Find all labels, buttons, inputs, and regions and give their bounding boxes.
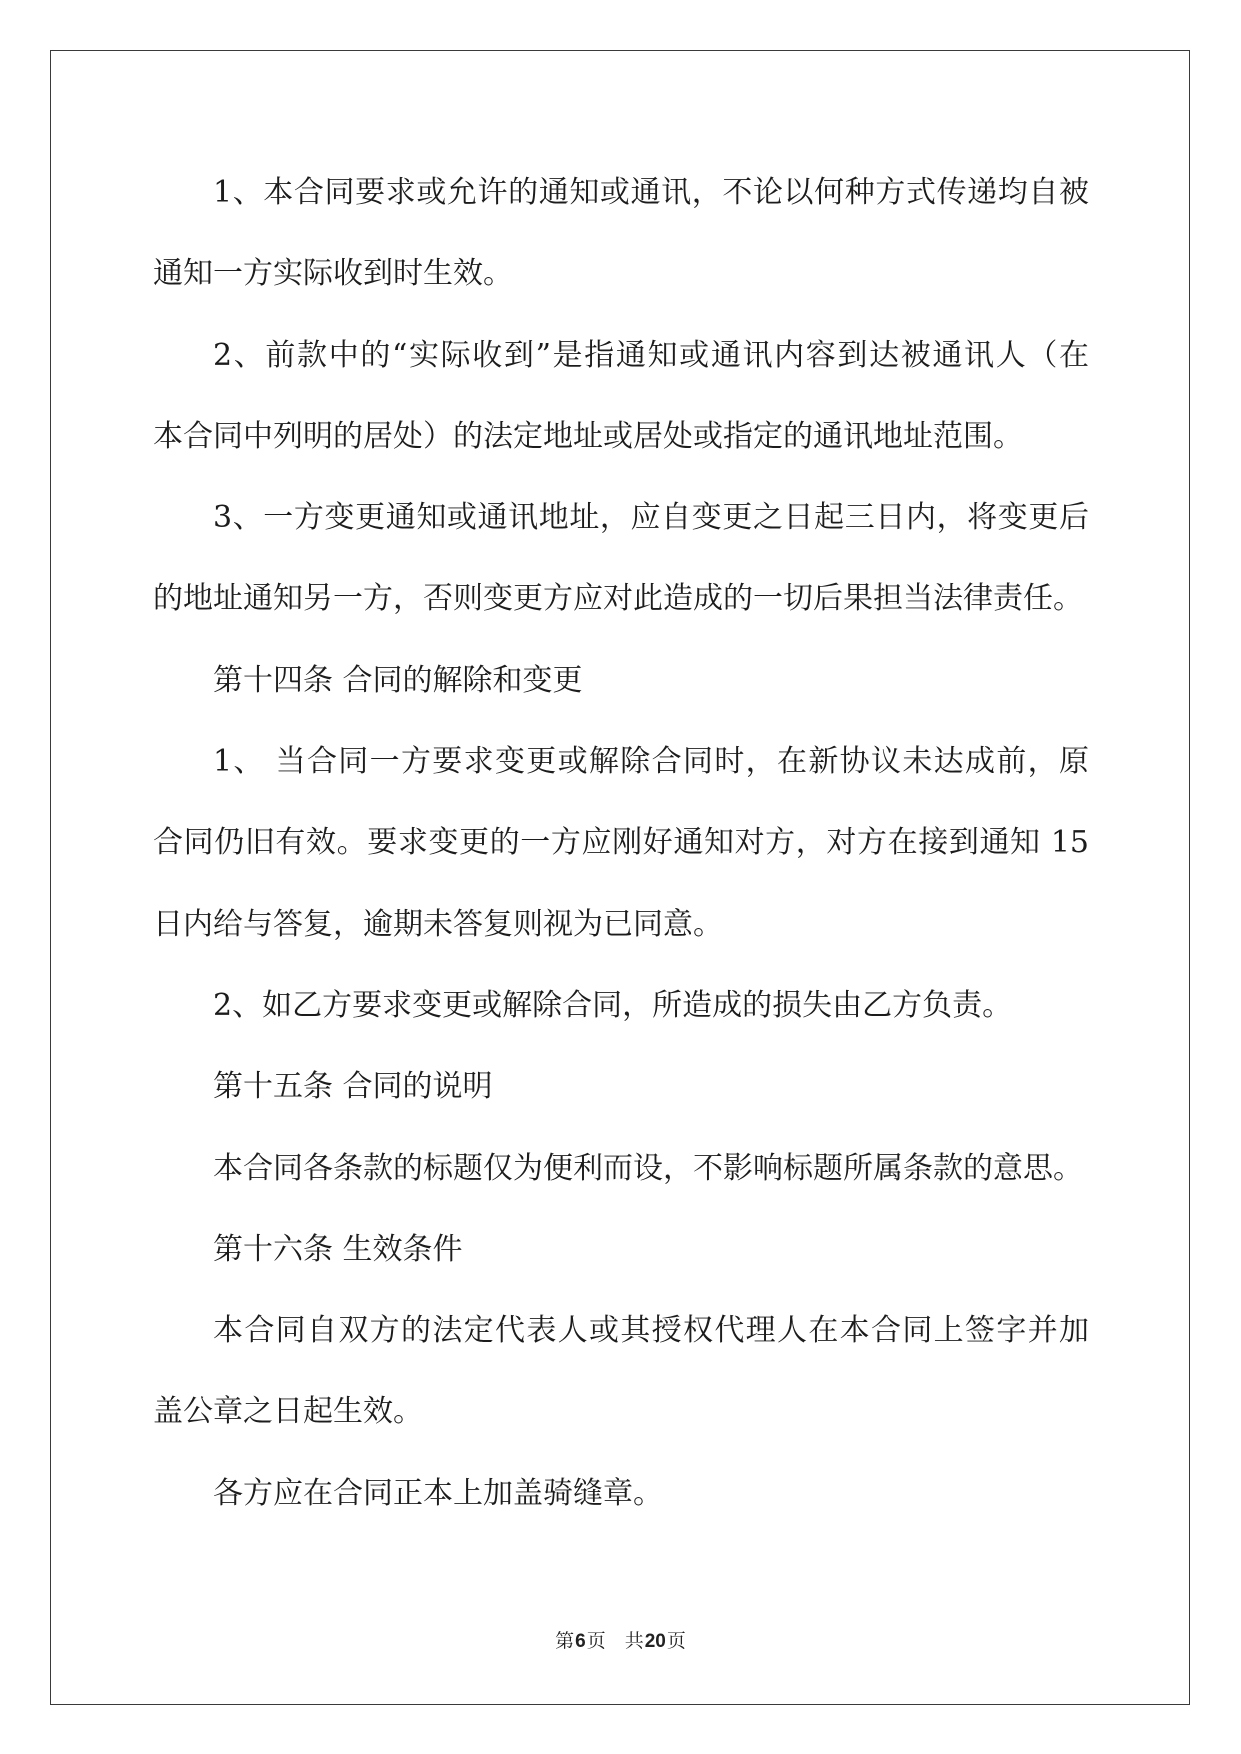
clause-effective-condition bbox=[153, 1290, 1089, 1453]
footer-prefix: 第 bbox=[555, 1630, 575, 1652]
paragraph-line: 1、本合同要求或允许的通知或通讯，不论以何种方式传递均自被 bbox=[213, 175, 1089, 210]
clause-address-change bbox=[153, 477, 1089, 640]
paragraph-line: 日内给与答复，逾期未答复则视为已同意。 bbox=[153, 906, 723, 942]
paragraph-line: 合同仍旧有效。要求变更的一方应刚好通知对方，对方在接到通知 15 bbox=[153, 825, 1089, 861]
clause-party-b-liability bbox=[153, 965, 1089, 1046]
clause-headings-note bbox=[153, 1128, 1089, 1209]
paragraph-line: 本合同中列明的居处）的法定地址或居处或指定的通讯地址范围。 bbox=[153, 418, 1023, 454]
paragraph-line: 本合同自双方的法定代表人或其授权代理人在本合同上签字并加 bbox=[213, 1313, 1089, 1349]
current-page-number: 6 bbox=[575, 1631, 586, 1652]
paragraph-line: 本合同各条款的标题仅为便利而设，不影响标题所属条款的意思。 bbox=[213, 1150, 1083, 1186]
article-heading: 第十六条 生效条件 bbox=[213, 1231, 463, 1267]
document-body bbox=[153, 152, 1089, 1534]
article-heading: 第十四条 合同的解除和变更 bbox=[213, 662, 583, 698]
article-16-heading bbox=[153, 1209, 1089, 1290]
clause-contract-modification bbox=[153, 721, 1089, 965]
paragraph-line: 的地址通知另一方，否则变更方应对此造成的一切后果担当法律责任。 bbox=[153, 581, 1083, 617]
paragraph-line: 各方应在合同正本上加盖骑缝章。 bbox=[213, 1475, 663, 1511]
paragraph-line: 2、如乙方要求变更或解除合同，所造成的损失由乙方负责。 bbox=[213, 987, 1013, 1023]
article-heading: 第十五条 合同的说明 bbox=[213, 1069, 493, 1105]
page-footer bbox=[0, 1628, 1241, 1655]
article-15-heading bbox=[153, 1046, 1089, 1127]
clause-seal-requirement bbox=[153, 1453, 1089, 1534]
footer-middle: 页 共 bbox=[586, 1630, 644, 1652]
footer-suffix: 页 bbox=[666, 1630, 686, 1652]
article-14-heading bbox=[153, 640, 1089, 721]
paragraph-line: 1、 当合同一方要求变更或解除合同时，在新协议未达成前，原 bbox=[213, 744, 1089, 780]
total-page-count: 20 bbox=[644, 1631, 666, 1652]
paragraph-line: 盖公章之日起生效。 bbox=[153, 1394, 423, 1430]
paragraph-line: 2、前款中的“实际收到”是指通知或通讯内容到达被通讯人（在 bbox=[213, 337, 1089, 373]
paragraph-line: 3、一方变更通知或通讯地址，应自变更之日起三日内，将变更后 bbox=[213, 500, 1089, 536]
clause-actual-receipt bbox=[153, 315, 1089, 478]
paragraph-line: 通知一方实际收到时生效。 bbox=[153, 256, 513, 292]
clause-notice-effective bbox=[153, 152, 1089, 315]
